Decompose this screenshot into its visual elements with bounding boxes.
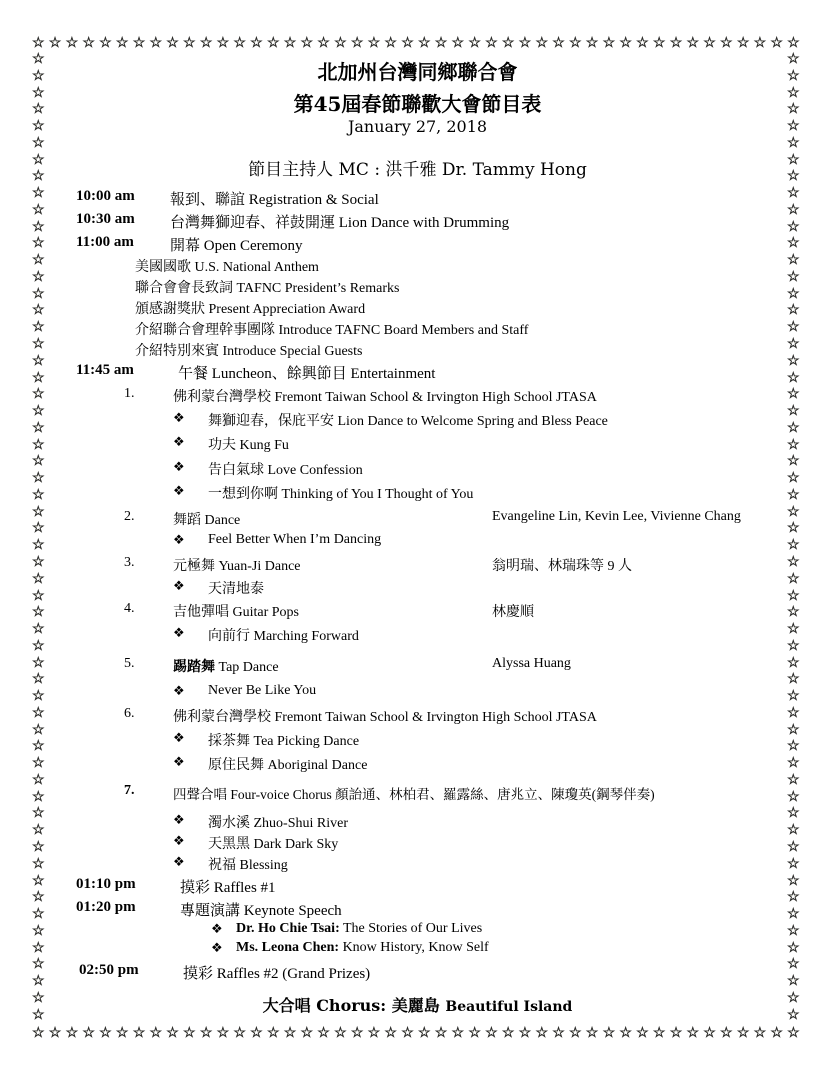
star-icon: ☆ xyxy=(149,1025,163,1041)
speaker-topic: The Stories of Our Lives xyxy=(339,921,483,936)
star-icon: ☆ xyxy=(787,185,800,202)
program-item: 舞獅迎春，保庇平安 Lion Dance to Welcome Spring and Bless Peace xyxy=(208,414,608,429)
star-icon: ☆ xyxy=(602,1025,616,1041)
star-icon: ☆ xyxy=(32,621,45,638)
program-number: 6. xyxy=(124,706,135,721)
speaker-topic: Know History, Know Self xyxy=(339,940,489,955)
bullet-icon: ❖ xyxy=(173,731,185,746)
star-icon: ☆ xyxy=(787,84,800,101)
schedule-event: 報到、聯誼 Registration & Social xyxy=(170,192,379,208)
time-label: 11:45 am xyxy=(76,362,134,378)
star-icon: ☆ xyxy=(787,386,800,403)
star-icon: ☆ xyxy=(32,922,45,939)
star-icon: ☆ xyxy=(485,35,498,51)
star-icon: ☆ xyxy=(32,704,45,721)
star-icon: ☆ xyxy=(787,637,800,654)
star-icon: ☆ xyxy=(787,67,800,84)
bullet-icon: ❖ xyxy=(173,834,185,849)
star-icon: ☆ xyxy=(384,1025,397,1041)
star-icon: ☆ xyxy=(787,218,800,235)
performer-name: 林慶順 xyxy=(492,605,534,620)
star-icon: ☆ xyxy=(32,503,45,520)
star-icon: ☆ xyxy=(636,1025,649,1041)
star-icon: ☆ xyxy=(132,35,146,51)
star-icon: ☆ xyxy=(787,721,800,738)
star-icon: ☆ xyxy=(32,218,45,235)
star-icon: ☆ xyxy=(787,285,800,302)
star-icon: ☆ xyxy=(317,35,330,51)
star-icon: ☆ xyxy=(535,1025,548,1041)
speaker-line xyxy=(236,921,482,937)
program-title: 元極舞 Yuan-Ji Dance xyxy=(173,559,301,574)
star-icon: ☆ xyxy=(32,838,45,855)
star-icon: ☆ xyxy=(32,872,45,889)
bottom-star-border xyxy=(32,1026,800,1040)
star-icon: ☆ xyxy=(32,587,45,604)
star-icon: ☆ xyxy=(787,336,800,353)
program-item: 向前行 Marching Forward xyxy=(208,629,359,644)
star-icon: ☆ xyxy=(32,302,45,319)
star-icon: ☆ xyxy=(32,235,45,252)
star-icon: ☆ xyxy=(32,35,45,51)
star-icon: ☆ xyxy=(166,35,179,51)
program-title: 舞蹈 Dance xyxy=(173,513,241,528)
ceremony-item: 介紹聯合會理幹事團隊 Introduce TAFNC Board Members and Staff xyxy=(135,323,529,338)
program-title: 佛利蒙台灣學校 Fremont Taiwan School & Irvington High School JTASA xyxy=(173,710,597,725)
speaker-name: Dr. Ho Chie Tsai: xyxy=(236,921,340,936)
star-icon: ☆ xyxy=(652,1025,666,1041)
star-icon: ☆ xyxy=(32,336,45,353)
star-icon: ☆ xyxy=(32,151,45,168)
star-icon: ☆ xyxy=(32,654,45,671)
star-icon: ☆ xyxy=(32,134,45,151)
program-item: 告白氣球 Love Confession xyxy=(208,463,363,478)
star-icon: ☆ xyxy=(787,822,800,839)
star-icon: ☆ xyxy=(787,252,800,269)
closing-song-zh: 美麗島 xyxy=(391,996,440,1015)
program-item: 祝福 Blessing xyxy=(208,858,288,873)
star-icon: ☆ xyxy=(32,939,45,956)
closing-song-en: Beautiful Island xyxy=(445,999,573,1015)
star-icon: ☆ xyxy=(787,168,800,185)
star-icon: ☆ xyxy=(32,67,45,84)
schedule-event: 摸彩 Raffles #2 (Grand Prizes) xyxy=(183,966,371,982)
star-icon: ☆ xyxy=(720,1025,733,1041)
star-icon: ☆ xyxy=(787,453,800,470)
star-icon: ☆ xyxy=(468,1025,481,1041)
bullet-icon: ❖ xyxy=(173,533,185,548)
star-icon: ☆ xyxy=(787,419,800,436)
star-icon: ☆ xyxy=(183,35,196,51)
right-star-border xyxy=(787,52,800,1022)
star-icon: ☆ xyxy=(283,35,297,51)
star-icon: ☆ xyxy=(787,369,800,386)
star-icon: ☆ xyxy=(216,1025,230,1041)
star-icon: ☆ xyxy=(569,35,582,51)
star-icon: ☆ xyxy=(619,35,632,51)
schedule-event: 專題演講 Keynote Speech xyxy=(180,903,342,919)
star-icon: ☆ xyxy=(317,1025,330,1041)
program-item: 天清地泰 xyxy=(208,582,264,597)
star-icon: ☆ xyxy=(787,470,800,487)
speaker-line xyxy=(236,940,489,956)
star-icon: ☆ xyxy=(787,587,800,604)
star-icon: ☆ xyxy=(787,35,800,51)
star-icon: ☆ xyxy=(32,403,45,420)
star-icon: ☆ xyxy=(367,1025,381,1041)
star-icon: ☆ xyxy=(619,1025,632,1041)
star-icon: ☆ xyxy=(434,1025,448,1041)
schedule-event: 午餐 Luncheon、餘興節目 Entertainment xyxy=(178,366,436,382)
star-icon: ☆ xyxy=(787,201,800,218)
star-icon: ☆ xyxy=(787,151,800,168)
star-icon: ☆ xyxy=(65,35,79,51)
star-icon: ☆ xyxy=(32,1025,45,1041)
star-icon: ☆ xyxy=(787,403,800,420)
star-icon: ☆ xyxy=(787,654,800,671)
program-title: 四聲合唱 Four-voice Chorus 顏詒通、林柏君、羅露絲、唐兆立、陳瓊英(鋼琴伴奏) xyxy=(173,787,655,802)
star-icon: ☆ xyxy=(350,1025,364,1041)
star-icon: ☆ xyxy=(787,1006,800,1023)
star-icon: ☆ xyxy=(720,35,733,51)
star-icon: ☆ xyxy=(787,838,800,855)
star-icon: ☆ xyxy=(199,1025,213,1041)
program-number: 5. xyxy=(124,656,135,671)
ceremony-item: 聯合會會長致詞 TAFNC President’s Remarks xyxy=(135,281,400,296)
star-icon: ☆ xyxy=(703,1025,716,1041)
program-title: 佛利蒙台灣學校 Fremont Taiwan School & Irvington High School JTASA xyxy=(173,390,597,405)
star-icon: ☆ xyxy=(787,805,800,822)
star-icon: ☆ xyxy=(569,1025,582,1041)
star-icon: ☆ xyxy=(199,35,213,51)
program-item: 採茶舞 Tea Picking Dance xyxy=(208,734,360,749)
star-icon: ☆ xyxy=(787,688,800,705)
star-icon: ☆ xyxy=(787,989,800,1006)
star-icon: ☆ xyxy=(32,1006,45,1023)
star-icon: ☆ xyxy=(585,35,599,51)
star-icon: ☆ xyxy=(132,1025,146,1041)
star-icon: ☆ xyxy=(518,35,532,51)
star-icon: ☆ xyxy=(770,1025,783,1041)
star-icon: ☆ xyxy=(468,35,481,51)
star-icon: ☆ xyxy=(183,1025,196,1041)
star-icon: ☆ xyxy=(770,35,783,51)
star-icon: ☆ xyxy=(585,1025,599,1041)
program-title-en: Tap Dance xyxy=(215,660,279,675)
star-icon: ☆ xyxy=(32,721,45,738)
star-icon: ☆ xyxy=(753,35,767,51)
star-icon: ☆ xyxy=(787,906,800,923)
program-item: 原住民舞 Aboriginal Dance xyxy=(208,758,368,773)
time-label: 01:10 pm xyxy=(76,876,136,892)
star-icon: ☆ xyxy=(686,35,700,51)
star-icon: ☆ xyxy=(32,369,45,386)
bullet-icon: ❖ xyxy=(173,855,185,870)
star-icon: ☆ xyxy=(32,268,45,285)
star-icon: ☆ xyxy=(32,319,45,336)
star-icon: ☆ xyxy=(32,973,45,990)
star-icon: ☆ xyxy=(787,486,800,503)
star-icon: ☆ xyxy=(115,35,129,51)
bullet-icon: ❖ xyxy=(173,460,185,475)
star-icon: ☆ xyxy=(32,604,45,621)
star-icon: ☆ xyxy=(233,1025,246,1041)
star-icon: ☆ xyxy=(787,704,800,721)
bullet-icon: ❖ xyxy=(173,755,185,770)
star-icon: ☆ xyxy=(32,201,45,218)
star-icon: ☆ xyxy=(99,35,112,51)
star-icon: ☆ xyxy=(32,84,45,101)
ceremony-item: 頒感謝獎狀 Present Appreciation Award xyxy=(135,302,366,317)
bullet-icon: ❖ xyxy=(173,626,185,641)
star-icon: ☆ xyxy=(32,906,45,923)
star-icon: ☆ xyxy=(99,1025,112,1041)
star-icon: ☆ xyxy=(32,386,45,403)
star-icon: ☆ xyxy=(552,35,565,51)
bullet-icon: ❖ xyxy=(211,922,223,937)
ceremony-item: 介紹特別來賓 Introduce Special Guests xyxy=(135,344,363,359)
star-icon: ☆ xyxy=(32,352,45,369)
time-label: 10:00 am xyxy=(76,188,135,204)
star-icon: ☆ xyxy=(787,134,800,151)
star-icon: ☆ xyxy=(736,35,750,51)
star-icon: ☆ xyxy=(32,118,45,135)
schedule-event: 台灣舞獅迎春、祥鼓開運 Lion Dance with Drumming xyxy=(170,215,510,231)
bullet-icon: ❖ xyxy=(173,435,185,450)
schedule-event: 開幕 Open Ceremony xyxy=(170,238,303,254)
star-icon: ☆ xyxy=(401,1025,414,1041)
star-icon: ☆ xyxy=(32,285,45,302)
event-date: January 27, 2018 xyxy=(347,117,488,136)
star-icon: ☆ xyxy=(787,51,800,67)
program-title xyxy=(173,656,279,676)
star-icon: ☆ xyxy=(434,35,448,51)
time-label: 01:20 pm xyxy=(76,899,136,915)
star-icon: ☆ xyxy=(669,35,683,51)
star-icon: ☆ xyxy=(32,671,45,688)
star-icon: ☆ xyxy=(300,35,314,51)
star-icon: ☆ xyxy=(636,35,649,51)
star-icon: ☆ xyxy=(501,35,515,51)
bullet-icon: ❖ xyxy=(173,684,185,699)
star-icon: ☆ xyxy=(669,1025,683,1041)
star-icon: ☆ xyxy=(266,1025,280,1041)
star-icon: ☆ xyxy=(787,788,800,805)
star-icon: ☆ xyxy=(787,268,800,285)
star-icon: ☆ xyxy=(82,1025,95,1041)
program-title-zh: 踢踏舞 xyxy=(173,660,215,675)
star-icon: ☆ xyxy=(32,486,45,503)
star-icon: ☆ xyxy=(32,470,45,487)
star-icon: ☆ xyxy=(686,1025,700,1041)
star-icon: ☆ xyxy=(787,872,800,889)
star-icon: ☆ xyxy=(32,822,45,839)
star-icon: ☆ xyxy=(535,35,548,51)
star-icon: ☆ xyxy=(703,35,716,51)
star-icon: ☆ xyxy=(787,101,800,118)
star-icon: ☆ xyxy=(250,1025,263,1041)
star-icon: ☆ xyxy=(32,738,45,755)
performer-name: 翁明瑞、林瑞珠等 9 人 xyxy=(492,559,632,574)
star-icon: ☆ xyxy=(787,570,800,587)
star-icon: ☆ xyxy=(82,35,95,51)
star-icon: ☆ xyxy=(787,738,800,755)
performer-name: Alyssa Huang xyxy=(492,656,571,671)
star-icon: ☆ xyxy=(552,1025,565,1041)
star-icon: ☆ xyxy=(65,1025,79,1041)
bullet-icon: ❖ xyxy=(173,484,185,499)
star-icon: ☆ xyxy=(32,168,45,185)
time-label: 10:30 am xyxy=(76,211,135,227)
star-icon: ☆ xyxy=(485,1025,498,1041)
star-icon: ☆ xyxy=(32,755,45,772)
star-icon: ☆ xyxy=(787,621,800,638)
star-icon: ☆ xyxy=(787,939,800,956)
star-icon: ☆ xyxy=(787,855,800,872)
star-icon: ☆ xyxy=(518,1025,532,1041)
star-icon: ☆ xyxy=(787,352,800,369)
program-number: 1. xyxy=(124,386,135,401)
program-number: 3. xyxy=(124,555,135,570)
star-icon: ☆ xyxy=(787,604,800,621)
star-icon: ☆ xyxy=(32,688,45,705)
star-icon: ☆ xyxy=(283,1025,297,1041)
star-icon: ☆ xyxy=(32,537,45,554)
star-icon: ☆ xyxy=(787,436,800,453)
closing-label: 大合唱 Chorus: xyxy=(262,996,387,1015)
star-icon: ☆ xyxy=(334,1025,347,1041)
closing-chorus xyxy=(0,989,835,1016)
star-icon: ☆ xyxy=(32,252,45,269)
star-icon: ☆ xyxy=(32,185,45,202)
star-icon: ☆ xyxy=(216,35,230,51)
performer-name: Evangeline Lin, Kevin Lee, Vivienne Chang xyxy=(492,509,741,524)
star-icon: ☆ xyxy=(233,35,246,51)
star-icon: ☆ xyxy=(32,570,45,587)
star-icon: ☆ xyxy=(250,35,263,51)
program-item: Never Be Like You xyxy=(208,683,317,698)
star-icon: ☆ xyxy=(32,771,45,788)
bullet-icon: ❖ xyxy=(173,411,185,426)
star-icon: ☆ xyxy=(32,553,45,570)
star-icon: ☆ xyxy=(787,973,800,990)
star-icon: ☆ xyxy=(417,35,431,51)
star-icon: ☆ xyxy=(32,855,45,872)
bullet-icon: ❖ xyxy=(173,813,185,828)
star-icon: ☆ xyxy=(736,1025,750,1041)
star-icon: ☆ xyxy=(32,419,45,436)
association-title: 北加州台灣同鄉聯合會 xyxy=(317,60,518,84)
star-icon: ☆ xyxy=(787,755,800,772)
program-item: Feel Better When I’m Dancing xyxy=(208,532,382,547)
star-icon: ☆ xyxy=(787,302,800,319)
time-label: 11:00 am xyxy=(76,234,134,250)
star-icon: ☆ xyxy=(384,35,397,51)
star-icon: ☆ xyxy=(300,1025,314,1041)
time-label: 02:50 pm xyxy=(79,962,139,978)
star-icon: ☆ xyxy=(32,101,45,118)
star-icon: ☆ xyxy=(32,956,45,973)
star-icon: ☆ xyxy=(115,1025,129,1041)
star-icon: ☆ xyxy=(32,889,45,906)
star-icon: ☆ xyxy=(350,35,364,51)
schedule-event: 摸彩 Raffles #1 xyxy=(180,880,276,896)
star-icon: ☆ xyxy=(787,671,800,688)
star-icon: ☆ xyxy=(787,503,800,520)
star-icon: ☆ xyxy=(48,35,62,51)
bullet-icon: ❖ xyxy=(211,941,223,956)
star-icon: ☆ xyxy=(32,453,45,470)
mc-line: 節目主持人 MC : 洪千雅 Dr. Tammy Hong xyxy=(248,160,587,180)
star-icon: ☆ xyxy=(753,1025,767,1041)
star-icon: ☆ xyxy=(602,35,616,51)
star-icon: ☆ xyxy=(652,35,666,51)
star-icon: ☆ xyxy=(32,436,45,453)
star-icon: ☆ xyxy=(451,1025,465,1041)
star-icon: ☆ xyxy=(32,637,45,654)
program-title: 吉他彈唱 Guitar Pops xyxy=(173,605,299,620)
star-icon: ☆ xyxy=(787,520,800,537)
star-icon: ☆ xyxy=(451,35,465,51)
star-icon: ☆ xyxy=(787,537,800,554)
star-icon: ☆ xyxy=(787,319,800,336)
program-number: 4. xyxy=(124,601,135,616)
bullet-icon: ❖ xyxy=(173,579,185,594)
star-icon: ☆ xyxy=(266,35,280,51)
program-number: 7. xyxy=(124,783,135,798)
star-icon: ☆ xyxy=(417,1025,431,1041)
star-icon: ☆ xyxy=(334,35,347,51)
star-icon: ☆ xyxy=(32,51,45,67)
star-icon: ☆ xyxy=(787,889,800,906)
star-icon: ☆ xyxy=(787,922,800,939)
star-icon: ☆ xyxy=(32,989,45,1006)
star-icon: ☆ xyxy=(787,553,800,570)
star-icon: ☆ xyxy=(48,1025,62,1041)
star-icon: ☆ xyxy=(149,35,163,51)
left-star-border xyxy=(32,52,45,1022)
star-icon: ☆ xyxy=(787,771,800,788)
speaker-name: Ms. Leona Chen: xyxy=(236,940,340,955)
ceremony-item: 美國國歌 U.S. National Anthem xyxy=(135,260,319,275)
program-item: 一想到你啊 Thinking of You I Thought of You xyxy=(208,487,474,502)
program-item: 功夫 Kung Fu xyxy=(208,438,289,453)
star-icon: ☆ xyxy=(787,118,800,135)
program-title: 第45屆春節聯歡大會節目表 xyxy=(293,92,542,116)
star-icon: ☆ xyxy=(401,35,414,51)
star-icon: ☆ xyxy=(501,1025,515,1041)
star-icon: ☆ xyxy=(787,956,800,973)
program-item: 天黑黑 Dark Dark Sky xyxy=(208,837,339,852)
star-icon: ☆ xyxy=(32,805,45,822)
star-icon: ☆ xyxy=(32,788,45,805)
top-star-border xyxy=(32,36,800,50)
program-item: 濁水溪 Zhuo-Shui River xyxy=(208,816,348,831)
star-icon: ☆ xyxy=(166,1025,179,1041)
star-icon: ☆ xyxy=(32,520,45,537)
program-number: 2. xyxy=(124,509,135,524)
star-icon: ☆ xyxy=(367,35,381,51)
star-icon: ☆ xyxy=(787,235,800,252)
star-icon: ☆ xyxy=(787,1025,800,1041)
